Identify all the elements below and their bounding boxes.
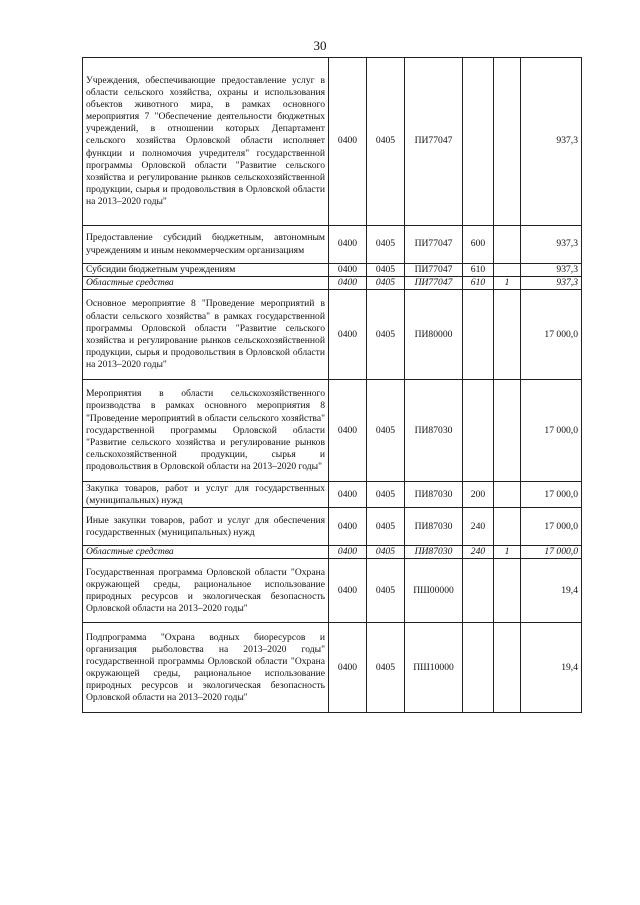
row-section-code: 0400 (329, 290, 367, 380)
row-target-article: ПШ00000 (405, 559, 463, 623)
table-row (83, 559, 582, 623)
row-amount: 17 000,0 (521, 482, 582, 508)
table-row (83, 482, 582, 508)
row-subsection-code: 0405 (367, 226, 405, 264)
row-section-code: 0400 (329, 58, 367, 226)
row-expense-type: 200 (463, 482, 494, 508)
row-name: Предоставление субсидий бюджетным, автономным учреждениям и иным некоммерческим организациям (83, 226, 329, 264)
table-row (83, 277, 582, 290)
row-name: Основное мероприятие 8 "Проведение мероприятий в области сельского хозяйства" в рамках государственной программы Орловской области "Развитие сельского хозяйства и регулирование рынков сельскохозяйственной продукции, сырья и продовольствия в Орловской области на 2013–2020 годы" (83, 290, 329, 380)
row-source-code (494, 559, 521, 623)
table-row (83, 380, 582, 482)
row-target-article: ПИ87030 (405, 508, 463, 546)
row-name: Областные средства (83, 277, 329, 290)
row-amount: 19,4 (521, 623, 582, 713)
row-expense-type (463, 290, 494, 380)
row-source-code (494, 58, 521, 226)
row-section-code: 0400 (329, 623, 367, 713)
row-source-code (494, 290, 521, 380)
row-section-code: 0400 (329, 264, 367, 277)
row-expense-type: 600 (463, 226, 494, 264)
row-amount: 937,3 (521, 58, 582, 226)
row-name: Закупка товаров, работ и услуг для государственных (муниципальных) нужд (83, 482, 329, 508)
row-subsection-code: 0405 (367, 623, 405, 713)
row-source-code (494, 264, 521, 277)
row-subsection-code: 0405 (367, 508, 405, 546)
row-target-article: ПИ87030 (405, 546, 463, 559)
row-section-code: 0400 (329, 277, 367, 290)
row-subsection-code: 0405 (367, 546, 405, 559)
table-row (83, 58, 582, 226)
budget-table (82, 57, 582, 713)
row-source-code (494, 226, 521, 264)
row-target-article: ПИ87030 (405, 482, 463, 508)
table-row (83, 264, 582, 277)
row-name: Подпрограмма "Охрана водных биоресурсов и организация рыболовства на 2013–2020 годы" государственной программы Орловской области "Охрана окружающей среды, рациональное использование природных ресурсов и экологическая безопасность Орловской области на 2013–2020 годы" (83, 623, 329, 713)
table-row (83, 226, 582, 264)
table-row (83, 508, 582, 546)
row-expense-type (463, 559, 494, 623)
row-subsection-code: 0405 (367, 264, 405, 277)
row-name: Государственная программа Орловской области "Охрана окружающей среды, рациональное использование природных ресурсов и экологическая безопасность Орловской области на 2013–2020 годы" (83, 559, 329, 623)
row-source-code (494, 508, 521, 546)
row-target-article: ПШ10000 (405, 623, 463, 713)
row-section-code: 0400 (329, 380, 367, 482)
row-name: Иные закупки товаров, работ и услуг для обеспечения государственных (муниципальных) нужд (83, 508, 329, 546)
row-expense-type: 240 (463, 508, 494, 546)
row-expense-type (463, 380, 494, 482)
table-row (83, 546, 582, 559)
row-subsection-code: 0405 (367, 482, 405, 508)
row-amount: 19,4 (521, 559, 582, 623)
row-subsection-code: 0405 (367, 380, 405, 482)
row-target-article: ПИ77047 (405, 58, 463, 226)
row-expense-type (463, 623, 494, 713)
row-target-article: ПИ77047 (405, 264, 463, 277)
row-source-code: 1 (494, 546, 521, 559)
table-row (83, 623, 582, 713)
row-target-article: ПИ80000 (405, 290, 463, 380)
row-target-article: ПИ87030 (405, 380, 463, 482)
row-subsection-code: 0405 (367, 277, 405, 290)
row-expense-type (463, 58, 494, 226)
row-subsection-code: 0405 (367, 559, 405, 623)
row-target-article: ПИ77047 (405, 226, 463, 264)
row-amount: 17 000,0 (521, 508, 582, 546)
row-amount: 17 000,0 (521, 290, 582, 380)
row-subsection-code: 0405 (367, 58, 405, 226)
row-source-code (494, 623, 521, 713)
row-source-code (494, 482, 521, 508)
row-name: Мероприятия в области сельскохозяйственного производства в рамках основного мероприятия 8 "Проведение мероприятий в области сельского хозяйства" государственной программы Орловской области "Развитие сельского хозяйства и регулирование рынков сельскохозяйственной продукции, сырья и продовольствия в Орловской области на 2013–2020 годы" (83, 380, 329, 482)
row-name: Учреждения, обеспечивающие предоставление услуг в области сельского хозяйства, охраны и использования объектов животного мира, в рамках основного мероприятия 7 "Обеспечение деятельности бюджетных учреждений, в отношении которых Департамент сельского хозяйства Орловской области исполняет функции и полномочия учредителя" государственной программы Орловской области "Развитие сельского хозяйства и регулирование рынков сельскохозяйственной продукции, сырья и продовольствия в Орловской области на 2013–2020 годы" (83, 58, 329, 226)
page-number: 30 (313, 38, 327, 53)
row-source-code: 1 (494, 277, 521, 290)
row-amount: 17 000,0 (521, 380, 582, 482)
row-section-code: 0400 (329, 508, 367, 546)
row-section-code: 0400 (329, 482, 367, 508)
row-amount: 937,3 (521, 226, 582, 264)
row-target-article: ПИ77047 (405, 277, 463, 290)
row-expense-type: 240 (463, 546, 494, 559)
row-expense-type: 610 (463, 264, 494, 277)
row-name: Субсидии бюджетным учреждениям (83, 264, 329, 277)
row-source-code (494, 380, 521, 482)
row-amount: 937,3 (521, 277, 582, 290)
row-subsection-code: 0405 (367, 290, 405, 380)
row-expense-type: 610 (463, 277, 494, 290)
row-name: Областные средства (83, 546, 329, 559)
table-row (83, 290, 582, 380)
row-section-code: 0400 (329, 546, 367, 559)
row-amount: 937,3 (521, 264, 582, 277)
row-section-code: 0400 (329, 559, 367, 623)
row-section-code: 0400 (329, 226, 367, 264)
row-amount: 17 000,0 (521, 546, 582, 559)
